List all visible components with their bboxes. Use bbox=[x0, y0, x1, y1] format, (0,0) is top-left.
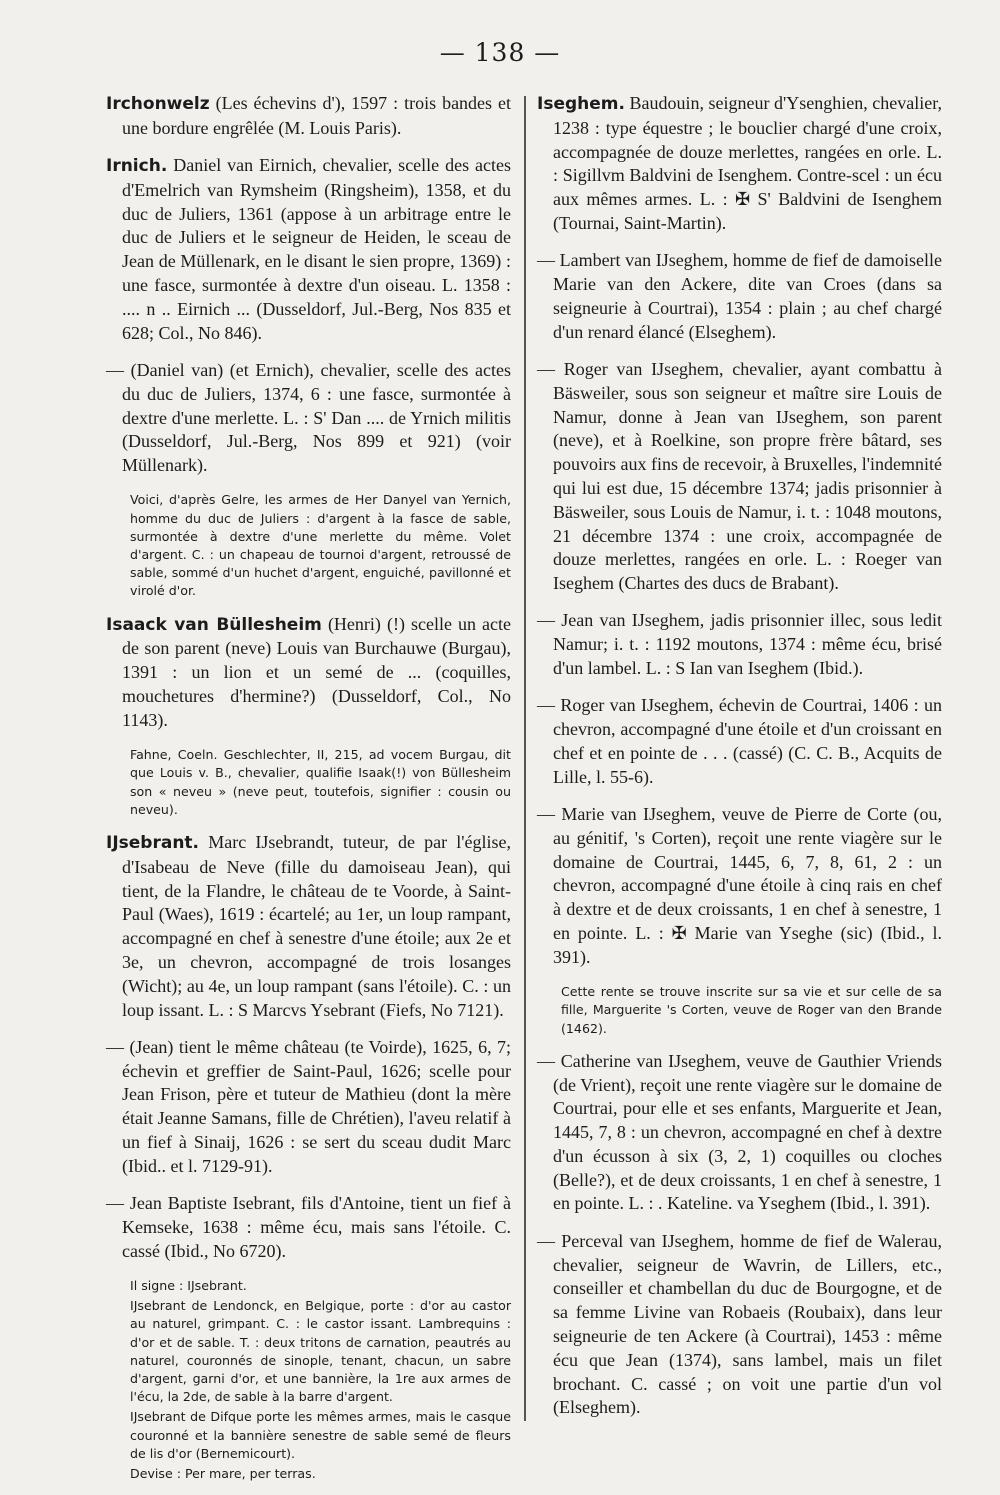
entry-text: (Daniel van) (et Ernich), chevalier, scelle des actes du duc de Juliers, 1374, 6 : une fasce, surmontée à dextre d'une merlette. L. : S' Dan .... de Yrnich militis (Dusseldorf, Jul.-Berg, Nos 899 et 921) (voir Müllenark). bbox=[122, 359, 512, 476]
entry-head: Isaack van Büllesheim bbox=[106, 614, 322, 635]
entry-text: Jean Baptiste Isebrant, fils d'Antoine, tient un fief à Kemseke, 1638 : même écu, mais sans l'étoile. C. cassé (Ibid., No 6720). bbox=[122, 1193, 511, 1261]
note-signe: Il signe : IJsebrant. bbox=[130, 1278, 247, 1294]
entry-isaack bbox=[106, 613, 511, 733]
entry-dash: — bbox=[106, 1193, 124, 1214]
entry-roger bbox=[537, 358, 942, 596]
entry-dash: — bbox=[537, 1230, 555, 1251]
column-divider bbox=[524, 96, 526, 1421]
entry-text: Roger van IJseghem, chevalier, ayant combattu à Bäsweiler, sous son seigneur et maître sire Louis de Namur, donne à Jean van IJseghem, son parent (neve), et à Roelkine, son propre frère bâtard, ses pouvoirs aux fins de recevoir, à Bruxelles, l'indemnité qui lui est due, 15 décembre 1374; jadis prisonnier à Bäsweiler, sous Louis de Namur, i. t. : 1048 moutons, 21 décembre 1374 : une croix, accompagnée de douze merlettes, rangées en orle. L. : Roeger van Iseghem (Chartes des ducs de Brabant). bbox=[553, 358, 942, 594]
entry-dash: — bbox=[537, 695, 555, 716]
entry-irchonwelz bbox=[106, 92, 511, 141]
entry-text: Catherine van IJseghem, veuve de Gauthier Vriends (de Vrient), reçoit une rente viagère sur le domaine de Courtrai, pour elle et ses enfants, Marguerite et Jean, 1445, 7, 8 : un chevron, accompagné en chef à dextre d'un écusson à six (3, 2, 1) coquilles ou cloches (Belle?), et de deux croissants, 1 en chef à senestre, 1 en pointe. L. : . Kateline. va Yseghem (Ibid., l. 391). bbox=[553, 1050, 942, 1214]
note-devise: Devise : Per mare, per terras. bbox=[130, 1466, 316, 1482]
entry-text: (Henri) (!) scelle un acte de son parent (neve) Louis van Burchauwe (Burgau), 1391 : un lion et un semé de ... (coquilles, mouchetures d'hermine?) (Dusseldorf, Col., No 1143). bbox=[122, 613, 511, 730]
entry-head: IJsebrant. bbox=[106, 832, 200, 853]
entry-dash: — bbox=[537, 250, 555, 271]
entry-marie bbox=[537, 803, 942, 970]
entry-text: Lambert van IJseghem, homme de fief de damoiselle Marie van den Ackere, dite van Croes (dans sa seigneurie à Courtrai), 1354 : plain ; au chef chargé d'un renard élancé (Elseghem). bbox=[553, 250, 942, 342]
entry-text: Baudouin, seigneur d'Ysenghien, chevalier, 1238 : type équestre ; le bouclier chargé d'une croix, accompagnée de douze merlettes, rangées en orle. L. : Sigillvm Baldvini de Isenghem. Contre-scel : un écu aux mêmes armes. L. : ✠ S' Baldvini de Isenghem (Tournai, Saint-Martin). bbox=[553, 93, 942, 233]
entry-head: Irchonwelz bbox=[106, 94, 210, 114]
entry-ijsebrant-jean-baptiste bbox=[106, 1192, 511, 1263]
entry-text: Marie van IJseghem, veuve de Pierre de Corte (ou, au génitif, 's Corten), reçoit une rente viagère sur le domaine de Courtrai, 1445, 6, 7, 8, 61, 2 : un chevron, accompagné d'une étoile à cinq rais en chef à dextre et de deux croissants, 1 en chef à senestre, 1 en pointe. L. : ✠ Marie van Yseghe (sic) (Ibid., l. 391). bbox=[553, 804, 943, 967]
entry-ijsebrant-jean bbox=[106, 1036, 511, 1179]
left-column bbox=[106, 92, 511, 1495]
note-lendonck: IJsebrant de Lendonck, en Belgique, porte : d'or au castor au naturel, grimpant. C. : le castor issant. Lambrequins : d'or et de sable. T. : deux tritons de carnation, peautrés au naturel, couronnés de sinople, tenant, chacun, un sabre d'argent, garni d'or, et une bannière, la 1re aux armes de l'écu, la 2de, de sable à la barre d'argent. bbox=[130, 1298, 511, 1405]
right-column bbox=[537, 92, 942, 1434]
note-fahne: Fahne, Coeln. Geschlechter, II, 215, ad vocem Burgau, dit que Louis v. B., chevalier, qualifie Isaak(!) von Büllesheim son « neveu » (neve peut, toutefois, signifier : cousin ou neveu). bbox=[130, 747, 511, 817]
entry-ijsebrant bbox=[106, 831, 511, 1022]
entry-text: (Jean) tient le même château (te Voirde), 1625, 6, 7; échevin et greffier de Saint-Paul, 1626; scelle pour Jean Frison, père et tuteur de Mathieu (dont la mère était Jeanne Samans, fille de Chrétien), l'aveu relatif à un fief à Sinaij, 1626 : se sert du sceau dudit Marc (Ibid.. et l. 7129-91). bbox=[122, 1036, 512, 1176]
entry-dash: — bbox=[106, 359, 124, 380]
note-gelre: Voici, d'après Gelre, les armes de Her Danyel van Yernich, homme du duc de Juliers : d'argent à la fasce de sable, surmontée à dextre d'une merlette du même. Volet d'argent. C. : un chapeau de tournoi d'argent, retroussé de sable, sommé d'un huchet d'argent, enguiché, pavillonné et virolé d'or. bbox=[130, 492, 511, 599]
entry-catherine bbox=[537, 1050, 942, 1217]
entry-irnich-daniel bbox=[106, 359, 511, 478]
entry-jean bbox=[537, 609, 942, 680]
page-number: — 138 — bbox=[439, 38, 561, 67]
entry-irnich bbox=[106, 154, 511, 345]
entry-text: (Les échevins d'), 1597 : trois bandes et une bordure engrêlée (M. Louis Paris). bbox=[122, 93, 512, 138]
entry-lambert bbox=[537, 249, 942, 344]
entry-dash: — bbox=[537, 358, 555, 379]
entry-head: Iseghem. bbox=[537, 94, 625, 114]
entry-text: Jean van IJseghem, jadis prisonnier illec, sous ledit Namur; i. t. : 1192 moutons, 1374 : même écu, brisé d'un lambel. L. : S Ian van Iseghem (Ibid.). bbox=[553, 610, 943, 679]
entry-text: Daniel van Eirnich, chevalier, scelle des actes d'Emelrich van Rymsheim (Ringsheim), 1358, et du duc de Juliers, 1361 (appose à un arbitrage entre le duc de Juliers et le seigneur de Heiden, le sceau de Jean de Müllenark, en le disant le sien propre, 1369) : une fasce, surmontée à dextre d'un oiseau. L. 1358 : .... n .. Eirnich ... (Dusseldorf, Jul.-Berg, Nos 835 et 628; Col., No 846). bbox=[122, 155, 512, 343]
entry-dash: — bbox=[537, 804, 555, 825]
entry-roger-echevin bbox=[537, 694, 942, 789]
entry-dash: — bbox=[106, 1036, 124, 1057]
entry-text: Roger van IJseghem, échevin de Courtrai, 1406 : un chevron, accompagné d'une étoile et d'un croissant en chef et en pointe de . . . (cassé) (C. C. B., Acquits de Lille, l. 55-6). bbox=[553, 695, 942, 787]
note-difque: IJsebrant de Difque porte les mêmes armes, mais le casque couronné et la bannière senestre de sable semé de fleurs de lis d'or (Bernemicourt). bbox=[130, 1409, 511, 1461]
entry-perceval bbox=[537, 1230, 942, 1420]
entry-text: Marc IJsebrandt, tuteur, de par l'église, d'Isabeau de Neve (fille du damoiseau Jean), qui tient, de la Flandre, le château de te Voorde, à Saint-Paul (Waes), 1619 : écartelé; au 1er, un loup rampant, accompagné en chef à senestre d'une étoile; aux 2e et 3e, un chevron, accompagné de trois losanges (Wicht); au 4e, un loup rampant (sans l'étoile). C. : un loup issant. L. : S Marcvs Ysebrant (Fiefs, No 7121). bbox=[122, 831, 512, 1020]
entry-head: Irnich. bbox=[106, 156, 168, 177]
note-rente: Cette rente se trouve inscrite sur sa vie et sur celle de sa fille, Marguerite 's Corten, veuve de Roger van den Brande (1462). bbox=[561, 984, 942, 1036]
entry-dash: — bbox=[537, 1050, 555, 1071]
entry-iseghem bbox=[537, 92, 942, 236]
entry-dash: — bbox=[537, 610, 555, 631]
entry-text: Perceval van IJseghem, homme de fief de Walerau, chevalier, seigneur de Wavrin, de Lillers, etc., conseiller et chambellan du duc de Bourgogne, et de sa femme Livine van Robaeis (Roubaix), dans leur seigneurie de ten Ackere (à Courtrai), 1453 : même écu que Jean (1374), sans lambel, mais un filet brochant. C. cassé ; on voit une partie d'un vol (Elseghem). bbox=[553, 1230, 943, 1418]
